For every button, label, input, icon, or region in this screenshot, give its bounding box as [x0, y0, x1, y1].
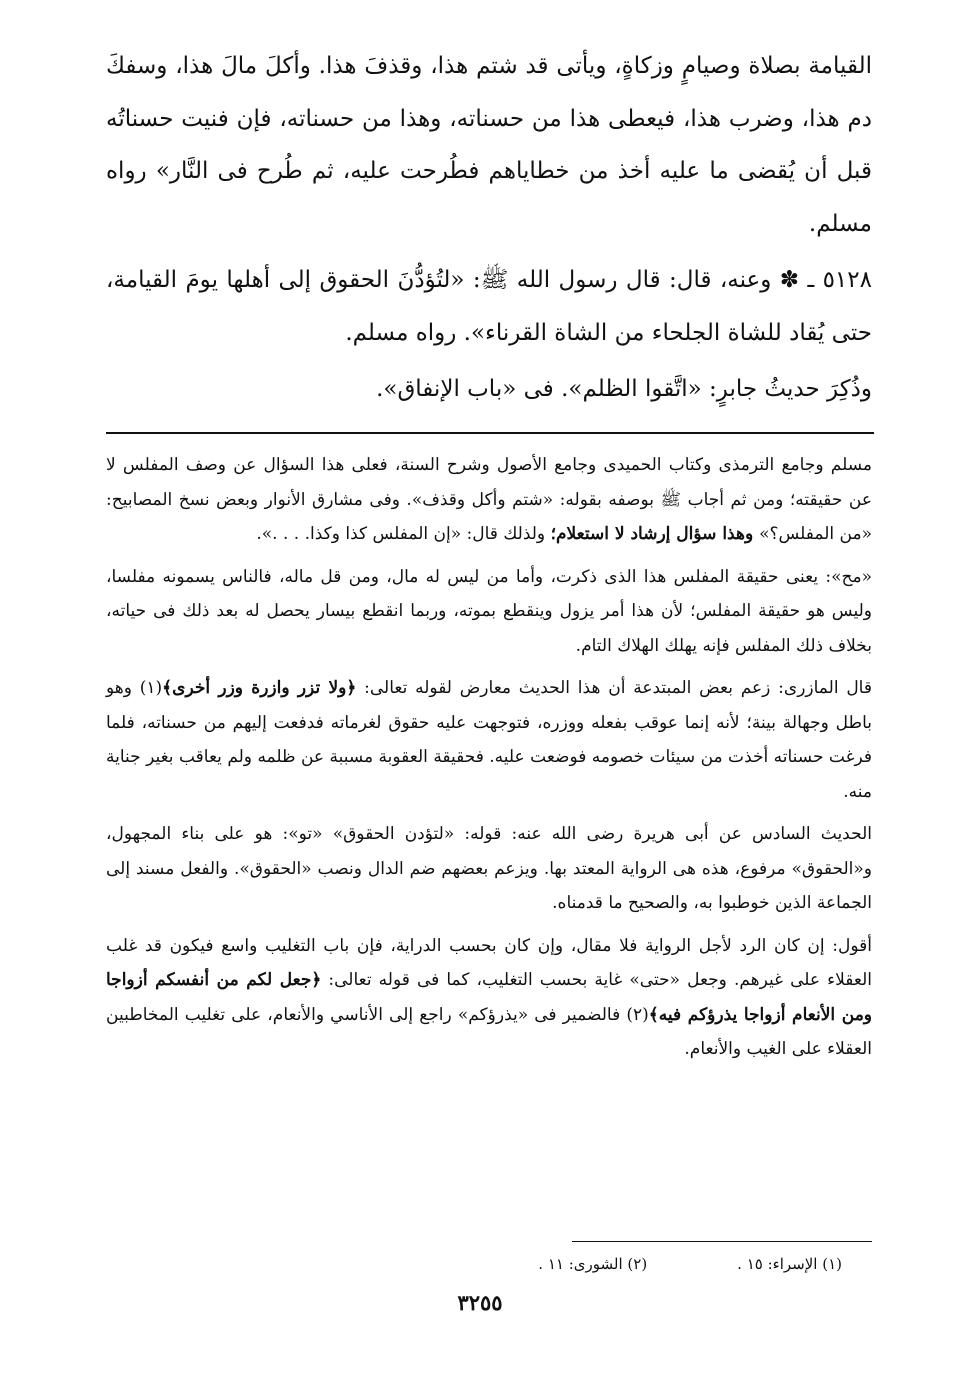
- commentary-text: ولذلك قال: «إن المفلس كذا وكذا. . . .».: [256, 524, 551, 544]
- page-number: ٣٢٥٥: [457, 1290, 503, 1315]
- hadith-text-block: [106, 40, 872, 416]
- commentary-text: (٢) فالضمير فى «يذرؤكم» راجع إلى الأناسي والأنعام، على تغليب المخاطبين العقلاء على الغيب والأنعام.: [106, 1004, 872, 1059]
- commentary-paragraph: [106, 671, 872, 809]
- footnote-1: (١) الإسراء: ١٥ .: [737, 1255, 842, 1273]
- commentary-paragraph: «مح»: يعنى حقيقة المفلس هذا الذى ذكرت، وأما من ليس له مال، ومن قل ماله، فالناس يسمونه مفلسا، وليس هو حقيقة المفلس؛ لأن هذا أمر يزول وينقطع بموته، وربما انقطع بيسار يحصل له بعد ذلك فى حياته، بخلاف ذلك المفلس فإنه يهلك الهلاك التام.: [106, 566, 872, 656]
- commentary-paragraph: [106, 929, 872, 1067]
- quran-verse: ﴿جعل لكم من أنفسكم أزواجا ومن الأنعام أزواجا يذرؤكم فيه﴾: [106, 970, 873, 1025]
- cross-reference-paragraph: وذُكِرَ حديثُ جابرٍ: «اتَّقوا الظلم». فى «باب الإنفاق».: [376, 376, 872, 402]
- quran-verse: ﴿ولا تزر وازرة وزر أخرى﴾: [162, 678, 357, 698]
- section-divider: [106, 432, 874, 434]
- commentary-block: [106, 448, 872, 1067]
- footnote-2: (٢) الشورى: ١١ .: [538, 1255, 648, 1273]
- hadith-paragraph: القيامة بصلاة وصيامٍ وزكاةٍ، ويأتى قد شتم هذا، وقذفَ هذا. وأكلَ مالَ هذا، وسفكَ دم هذا، وضرب هذا، فيعطى هذا من حسناته، وهذا من حسناته، فإن فنيت حسناتُه قبل أن يُقضى ما عليه أخذ من خطاياهم فطُرحت عليه، ثم طُرح فى النَّار» رواه مسلم.: [106, 53, 872, 237]
- footnote-divider: [572, 1241, 872, 1242]
- hadith-5128-paragraph: ٥١٢٨ ـ ✽ وعنه، قال: قال رسول الله ﷺ: «لتُؤدُّنَ الحقوق إلى أهلها يومَ القيامة، حتى يُقاد للشاة الجلحاء من الشاة القرناء». رواه مسلم.: [106, 267, 872, 346]
- commentary-text: مسلم وجامع الترمذى وكتاب الحميدى وجامع الأصول وشرح السنة، فعلى هذا السؤال عن وصف المفلس لا عن حقيقته؛ ومن ثم أجاب ﷺ بوصفه بقوله: «شتم وأكل وقذف». وفى مشارق الأنوار وبعض نسخ المصابيح: «من المفلس؟»: [106, 455, 872, 544]
- commentary-paragraph: الحديث السادس عن أبى هريرة رضى الله عنه: قوله: «لتؤدن الحقوق» «تو»: هو على بناء المجهول، و«الحقوق» مرفوع، هذه هى الرواية المعتد بها. ويزعم بعضهم ضم الدال ونصب «الحقوق». والفعل مسند إلى الجماعة الذين خوطبوا به، والصحيح ما قدمناه.: [106, 824, 872, 913]
- footnotes: [106, 1252, 842, 1276]
- commentary-bold-text: وهذا سؤال إرشاد لا استعلام؛: [550, 524, 760, 544]
- commentary-text: أقول: إن كان الرد لأجل الرواية فلا مقال، وإن كان بحسب الدراية، فإن باب التغليب واسع فيكون قد غلب العقلاء على غيرهم. وجعل «حتى» غاية بحسب التغليب، كما فى قوله تعالى:: [106, 935, 872, 990]
- commentary-text: (١) وهو باطل وجهالة بينة؛ لأنه إنما عوقب بفعله ووزره، فتوجهت عليه حقوق لغرماته فدفعت إليهم من حسناته، فلما فرغت حسناته أخذت من سيئات خصومه فوضعت عليه. فحقيقة العقوبة مسببة عن ظلمه ولم يعاقب بغير جناية منه.: [106, 678, 872, 802]
- commentary-text: قال المازرى: زعم بعض المبتدعة أن هذا الحديث معارض لقوله تعالى:: [356, 678, 872, 698]
- commentary-paragraph: [106, 448, 872, 552]
